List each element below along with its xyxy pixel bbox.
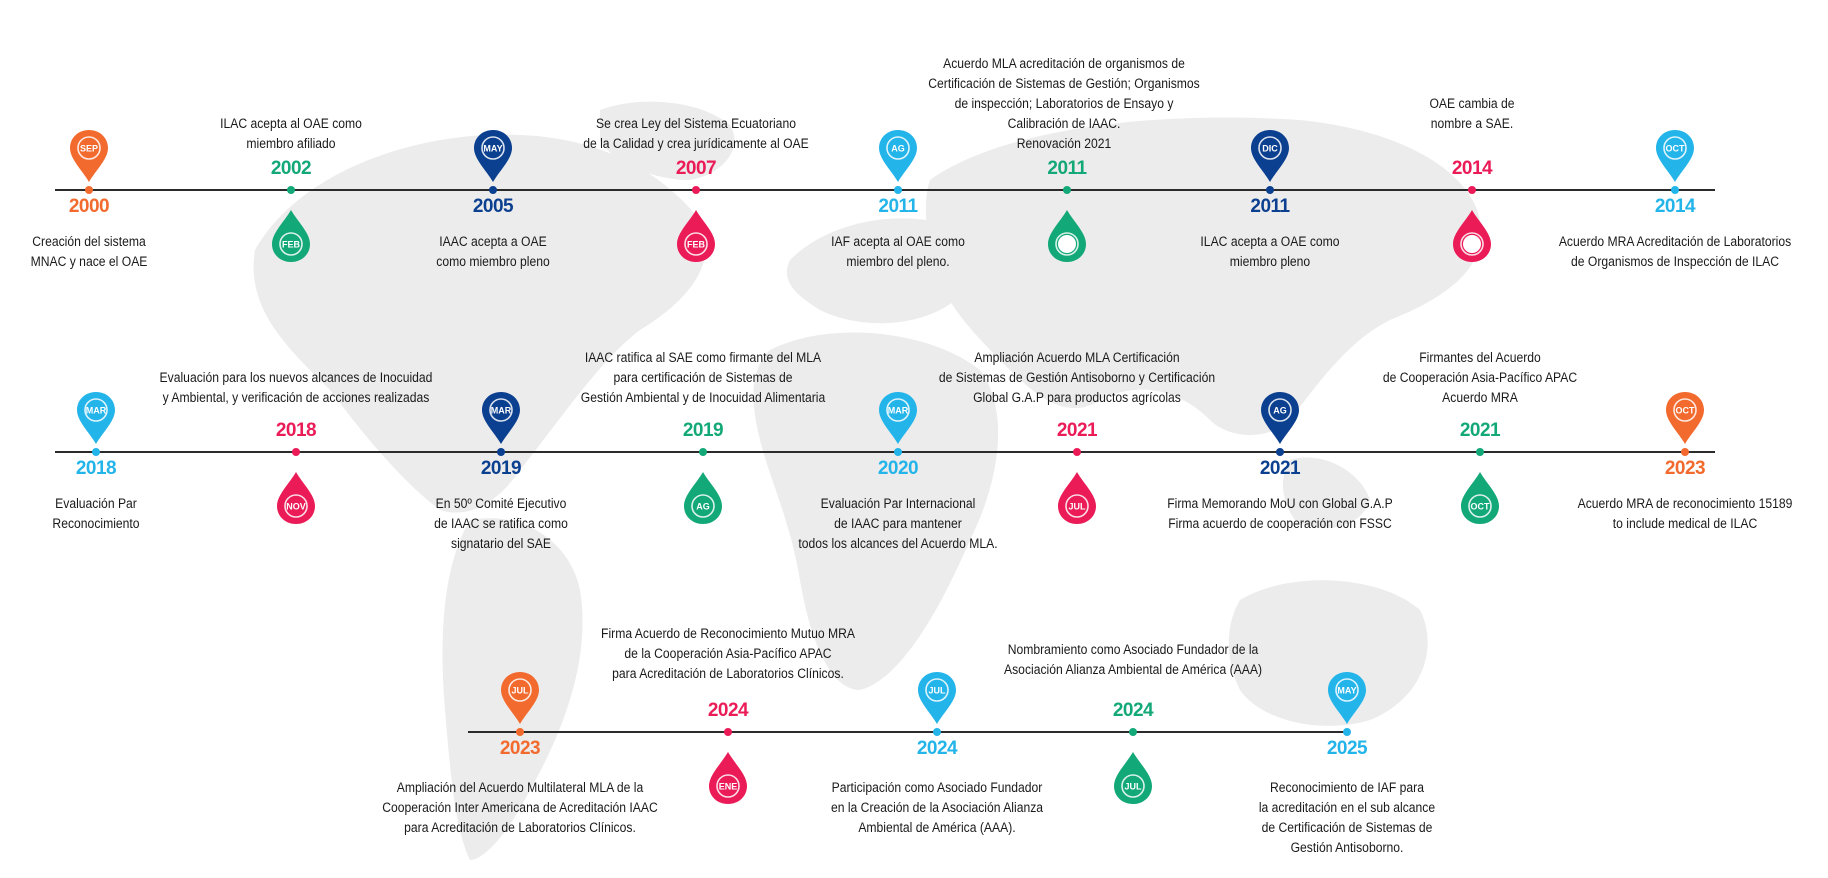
event-description: Creación del sistema MNAC y nace el OAE: [30, 234, 148, 269]
event-description: En 50º Comité Ejecutivo de IAAC se ratifica como signatario del SAE: [434, 496, 568, 551]
pin-month-label: FEB: [687, 239, 705, 250]
event-year: 2021: [1259, 458, 1301, 479]
location-pin-icon: [675, 208, 717, 264]
event-year: 2014: [1451, 158, 1493, 179]
pin-marker-shape: [677, 210, 715, 262]
pin-marker-shape: [1656, 130, 1694, 182]
timeline-dot: [894, 448, 902, 456]
location-pin-icon: [1326, 670, 1368, 726]
event-year: 2002: [270, 158, 312, 179]
pin-month-label: OCT: [1470, 501, 1490, 512]
timeline-dot: [1063, 186, 1071, 194]
location-pin-icon: [68, 128, 110, 184]
location-pin-icon: [916, 670, 958, 726]
timeline-dot: [85, 186, 93, 194]
location-pin-icon: [472, 128, 514, 184]
event-year: 2014: [1654, 196, 1696, 217]
location-pin-icon: [1459, 470, 1501, 526]
pin-month-label: MAY: [1337, 685, 1357, 696]
timeline-dot: [489, 186, 497, 194]
event-year: 2019: [682, 420, 724, 441]
location-pin-icon: [877, 390, 919, 446]
timeline-dot: [1343, 728, 1351, 736]
timeline-dot: [1671, 186, 1679, 194]
event-description: ILAC acepta al OAE como miembro afiliado: [220, 116, 362, 151]
event-year: 2024: [916, 738, 958, 759]
event-year: 2021: [1056, 420, 1098, 441]
location-pin-icon: [1664, 390, 1706, 446]
location-pin-icon: [1056, 470, 1098, 526]
event-year: 2020: [877, 458, 919, 479]
pin-month-label: MAR: [490, 405, 512, 416]
timeline-dot: [1276, 448, 1284, 456]
event-year: 2011: [1250, 196, 1290, 217]
timeline-dot: [516, 728, 524, 736]
event-year: 2018: [275, 420, 317, 441]
timeline-dot: [497, 448, 505, 456]
event-year: 2011: [1047, 158, 1087, 179]
pin-month-label: JUL: [1068, 501, 1086, 512]
event-year: 2024: [1112, 700, 1154, 721]
event-year: 2007: [675, 158, 717, 179]
pin-month-label: NOV: [286, 501, 306, 512]
pin-empty-center: [1463, 235, 1481, 253]
location-pin-icon: [707, 750, 749, 806]
pin-marker-shape: [70, 130, 108, 182]
location-pin-icon: [1654, 128, 1696, 184]
pin-month-label: JUL: [511, 685, 529, 696]
timeline-dot: [699, 448, 707, 456]
pin-month-label: SEP: [79, 143, 99, 154]
event-description: Se crea Ley del Sistema Ecuatoriano de la Calidad y crea jurídicamente al OAE: [583, 116, 809, 151]
pin-month-label: ENE: [718, 781, 738, 792]
event-description: Ampliación del Acuerdo Multilateral MLA de la Cooperación Inter Americana de Acreditación IAAC para Acreditación de Laboratorios Clínicos.: [382, 780, 658, 835]
pin-month-label: OCT: [1665, 143, 1685, 154]
event-description: ILAC acepta a OAE como miembro pleno: [1200, 234, 1340, 269]
timeline-dot: [1266, 186, 1274, 194]
pin-month-label: AG: [696, 501, 710, 512]
location-pin-icon: [1451, 208, 1493, 264]
pin-month-label: FEB: [282, 239, 300, 250]
timeline-dot: [724, 728, 732, 736]
event-year: 2000: [68, 196, 110, 217]
timeline-axis-row-3: [468, 731, 1348, 733]
event-description: Evaluación Par Reconocimiento: [52, 496, 140, 531]
event-year: 2021: [1459, 420, 1501, 441]
event-year: 2019: [480, 458, 522, 479]
pin-month-label: MAR: [887, 405, 909, 416]
event-description: Firmantes del Acuerdo de Cooperación Asia-Pacífico APAC Acuerdo MRA: [1382, 350, 1578, 405]
pin-marker-shape: [1251, 130, 1289, 182]
pin-marker-shape: [474, 130, 512, 182]
event-year: 2023: [1664, 458, 1706, 479]
timeline-axis-row-1: [55, 189, 1715, 191]
event-description: IAAC acepta a OAE como miembro pleno: [436, 234, 550, 269]
event-description: Ampliación Acuerdo MLA Certificación de Sistemas de Gestión Antisoborno y Certificación Global G.A.P para productos agrícolas: [938, 350, 1216, 405]
event-year: 2025: [1326, 738, 1368, 759]
timeline-dot: [287, 186, 295, 194]
location-pin-icon: [1112, 750, 1154, 806]
pin-month-label: JUL: [928, 685, 946, 696]
event-description: Acuerdo MRA Acreditación de Laboratorios de Organismos de Inspección de ILAC: [1558, 234, 1792, 269]
location-pin-icon: [275, 470, 317, 526]
timeline-dot: [692, 186, 700, 194]
pin-month-label: AG: [1273, 405, 1287, 416]
event-description: Acuerdo MRA de reconocimiento 15189 to include medical de ILAC: [1577, 496, 1793, 531]
event-description: Acuerdo MLA acreditación de organismos de Certificación de Sistemas de Gestión; Organismos de inspección; Laboratorios de Ensayo y Calibración de IAAC. Renovación 2021: [928, 56, 1200, 151]
timeline-dot: [1476, 448, 1484, 456]
timeline-dot: [933, 728, 941, 736]
event-description: Participación como Asociado Fundador en la Creación de la Asociación Alianza Ambiental de América (AAA).: [830, 780, 1044, 835]
event-year: 2005: [472, 196, 514, 217]
timeline-dot: [1681, 448, 1689, 456]
timeline-dot: [92, 448, 100, 456]
location-pin-icon: [480, 390, 522, 446]
pin-empty-center: [1058, 235, 1076, 253]
event-year: 2018: [75, 458, 117, 479]
timeline-dot: [894, 186, 902, 194]
location-pin-icon: [1046, 208, 1088, 264]
pin-month-label: DIC: [1262, 143, 1278, 154]
event-description: IAAC ratifica al SAE como firmante del MLA para certificación de Sistemas de Gestión Ambiental y de Inocuidad Alimentaria: [580, 350, 826, 405]
event-description: Nombramiento como Asociado Fundador de la Asociación Alianza Ambiental de América (AAA): [1004, 642, 1262, 677]
timeline-dot: [1468, 186, 1476, 194]
timeline-dot: [292, 448, 300, 456]
event-description: OAE cambia de nombre a SAE.: [1429, 96, 1515, 131]
pin-month-label: JUL: [1124, 781, 1142, 792]
pin-month-label: OCT: [1675, 405, 1695, 416]
event-year: 2023: [499, 738, 541, 759]
event-year: 2011: [878, 196, 918, 217]
location-pin-icon: [1259, 390, 1301, 446]
event-description: Evaluación Par Internacional de IAAC para mantener todos los alcances del Acuerdo MLA.: [798, 496, 998, 551]
pin-month-label: AG: [891, 143, 905, 154]
location-pin-icon: [270, 208, 312, 264]
event-year: 2024: [707, 700, 749, 721]
timeline-dot: [1073, 448, 1081, 456]
pin-month-label: MAY: [483, 143, 503, 154]
timeline-dot: [1129, 728, 1137, 736]
timeline-axis-row-2: [55, 451, 1715, 453]
location-pin-icon: [499, 670, 541, 726]
location-pin-icon: [682, 470, 724, 526]
event-description: Reconocimiento de IAF para la acreditación en el sub alcance de Certificación de Sistemas de Gestión Antisoborno.: [1258, 780, 1436, 855]
location-pin-icon: [75, 390, 117, 446]
event-description: Firma Acuerdo de Reconocimiento Mutuo MRA de la Cooperación Asia-Pacífico APAC para Acreditación de Laboratorios Clínicos.: [601, 626, 855, 681]
pin-month-label: MAR: [85, 405, 107, 416]
event-description: Evaluación para los nuevos alcances de Inocuidad y Ambiental, y verificación de acciones realizadas: [159, 370, 433, 405]
event-description: Firma Memorando MoU con Global G.A.P Firma acuerdo de cooperación con FSSC: [1167, 496, 1393, 531]
event-description: IAF acepta al OAE como miembro del pleno.: [831, 234, 965, 269]
pin-marker-shape: [272, 210, 310, 262]
location-pin-icon: [1249, 128, 1291, 184]
